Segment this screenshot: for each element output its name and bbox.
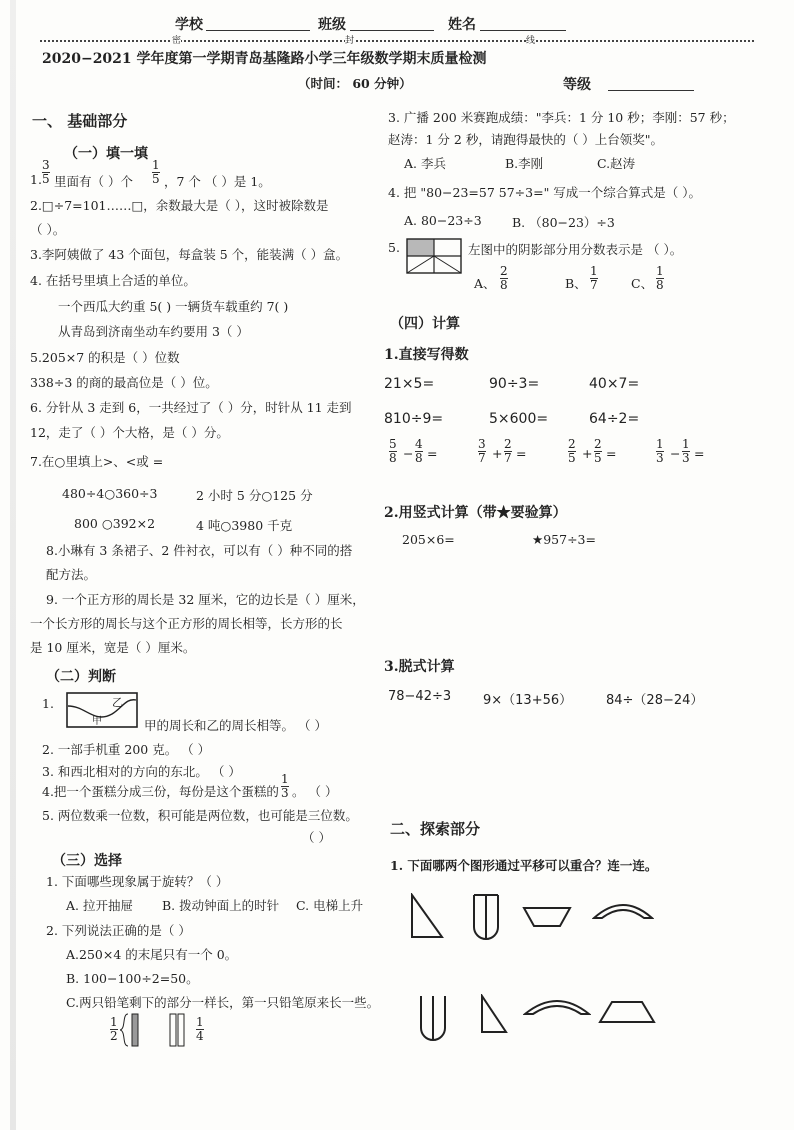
c1-option-a: A. 拉开抽屉 <box>66 898 133 913</box>
calc-frac3-b: 2 5 <box>594 437 602 465</box>
calc-frac4-eq: = <box>694 446 705 461</box>
c5-option-c: C、 <box>631 276 654 291</box>
trapezoid-shape-top[interactable] <box>522 906 572 928</box>
c3-option-c: C.赵涛 <box>597 156 636 171</box>
q9-line3: 是 10 厘米，宽是（ ）厘米。 <box>30 640 196 655</box>
calc-frac1-a: 5 8 <box>389 437 397 465</box>
trapezoid-shape-bottom[interactable] <box>598 1000 656 1024</box>
q8-line2: 配方法。 <box>46 567 97 582</box>
q1-fraction-3-5: 3 5 <box>42 158 50 186</box>
q8-line1: 8.小琳有 3 条裙子、2 件衬衣，可以有（ ）种不同的搭 <box>46 543 353 558</box>
section-choice-heading: （三）选择 <box>52 853 122 869</box>
vertical-calc-b: ★957÷3= <box>532 532 596 547</box>
arch-shape-bottom[interactable] <box>523 996 591 1018</box>
calc-frac2-a: 3 7 <box>478 437 486 465</box>
c5-number: 5. <box>388 240 400 255</box>
j5-paren: （ ） <box>302 830 331 845</box>
calc-row1-c: 40×7= <box>589 376 640 392</box>
explore-q1: 1. 下面哪两个图形通过平移可以重合？连一连。 <box>390 858 658 873</box>
section-fill-heading: （一）填一填 <box>64 146 148 162</box>
pencil-right-fraction: 1 4 <box>196 1015 204 1043</box>
c2-option-b: B. 100−100÷2=50。 <box>66 971 199 986</box>
q9-line2: 一个长方形的周长与这个正方形的周长相等，长方形的长 <box>30 616 343 631</box>
c4-option-a: A. 80−23÷3 <box>404 213 482 228</box>
j1-number: 1. <box>42 696 54 711</box>
c3-line2: 赵涛：1 分 2 秒，请跑得最快的（ ）上台领奖"。 <box>388 132 664 147</box>
c4-option-b: B. （80−23）÷3 <box>512 215 615 230</box>
c5-option-a: A、 <box>474 276 496 291</box>
c5-option-a-fraction: 2 8 <box>500 264 508 292</box>
c4: 4. 把 "80−23=57 57÷3=" 写成一个综合算式是（ ）。 <box>388 185 702 200</box>
q6-line2: 12，走了（ ）个大格，是（ ）分。 <box>30 425 229 440</box>
jia-label: 甲 <box>92 716 102 727</box>
j5: 5. 两位数乘一位数，积可能是两位数，也可能是三位数。 <box>42 808 358 823</box>
c2-option-a: A.250×4 的末尾只有一个 0。 <box>66 947 238 962</box>
q7: 7.在○里填上>、<或 = <box>30 454 164 469</box>
c2-option-c: C.两只铅笔剩下的部分一样长，第一只铅笔原来长一些。 <box>66 995 380 1010</box>
calc-frac3-eq: = <box>606 446 617 461</box>
q5-line1: 5.205×7 的积是（ ）位数 <box>30 350 180 365</box>
pencils-figure <box>120 1012 200 1048</box>
j4-paren: 。 （ ） <box>292 784 338 799</box>
c5-option-b: B、 <box>565 276 587 291</box>
calc-row1-b: 90÷3= <box>489 376 540 392</box>
calc-row2-a: 810÷9= <box>384 411 444 427</box>
c3-option-a: A. 李兵 <box>404 156 446 171</box>
grade-label: 等级 <box>563 77 591 93</box>
calc-frac2-b: 2 7 <box>504 437 512 465</box>
q1-text-a: 里面有（ ）个 <box>54 174 133 189</box>
seal-feng: 封 <box>345 33 354 46</box>
calc-frac4-op: − <box>670 446 681 461</box>
c3-line1: 3. 广播 200 米赛跑成绩："李兵：1 分 10 秒；李刚：57 秒； <box>388 110 735 125</box>
calc-frac1-b: 4 8 <box>415 437 423 465</box>
stepwise-calc-heading: 3.脱式计算 <box>384 659 455 675</box>
c1: 1. 下面哪些现象属于旋转？（ ） <box>46 874 229 889</box>
c1-option-b: B. 拨动钟面上的时针 <box>162 898 280 913</box>
c5-option-c-fraction: 1 8 <box>656 264 664 292</box>
exam-title: 2020−2021 学年度第一学期青岛基隆路小学三年级数学期末质量检测 <box>42 51 487 67</box>
seal-xian: 线 <box>526 33 535 46</box>
c5-text: 左图中的阴影部分用分数表示是 （ ）。 <box>468 242 683 257</box>
class-label: 班级 <box>318 17 346 33</box>
c2: 2. 下列说法正确的是（ ） <box>46 923 191 938</box>
calc-frac4-b: 1 3 <box>682 437 690 465</box>
c3-option-b: B.李刚 <box>505 156 544 171</box>
jia-yi-figure <box>66 692 138 728</box>
q1-text-b: ，7 个 （ ）是 1。 <box>164 174 271 189</box>
shaded-rectangle-figure <box>406 238 462 274</box>
calc-frac2-eq: = <box>516 446 527 461</box>
grade-field[interactable] <box>608 90 694 91</box>
j1-text: 甲的周长和乙的周长相等。 （ ） <box>144 718 327 733</box>
calc-frac1-op: − <box>403 446 414 461</box>
part1-heading: 一、 基础部分 <box>32 112 128 130</box>
q7-item-a: 480÷4○360÷3 <box>62 486 158 501</box>
q2-line2: （ ）。 <box>30 222 66 237</box>
q3: 3.李阿姨做了 43 个面包，每盒装 5 个，能装满（ ）盒。 <box>30 247 349 262</box>
j4-fraction: 1 3 <box>281 772 289 800</box>
j2: 2. 一部手机重 200 克。 （ ） <box>42 742 211 757</box>
q4: 4. 在括号里填上合适的单位。 <box>30 273 196 288</box>
class-field[interactable] <box>350 30 434 31</box>
seal-mi: 密 <box>172 33 181 46</box>
q4-line2: 从青岛到济南坐动车约要用 3（ ） <box>58 324 249 339</box>
q1-number: 1. <box>30 172 42 187</box>
direct-calc-heading: 1.直接写得数 <box>384 347 469 363</box>
q6-line1: 6. 分针从 3 走到 6，一共经过了（ ）分，时针从 11 走到 <box>30 400 352 415</box>
j3: 3. 和西北相对的方向的东北。 （ ） <box>42 764 241 779</box>
vertical-calc-heading: 2.用竖式计算（带★要验算） <box>384 505 567 521</box>
u-shape-bottom[interactable] <box>418 994 448 1042</box>
q9-line1: 9. 一个正方形的周长是 32 厘米，它的边长是（ ）厘米， <box>46 592 365 607</box>
calc-row1-a: 21×5= <box>384 376 435 392</box>
calc-row2-b: 5×600= <box>489 411 549 427</box>
calc-row2-c: 64÷2= <box>589 411 640 427</box>
vertical-calc-a: 205×6= <box>402 532 455 547</box>
u-shape-top[interactable] <box>471 893 501 941</box>
q4-line1: 一个西瓜大约重 5( ) 一辆货车载重约 7( ) <box>58 299 289 314</box>
school-label: 学校 <box>175 17 203 33</box>
q1-fraction-1-5: 1 5 <box>152 158 160 186</box>
pencil-left-fraction: 1 2 <box>110 1015 118 1043</box>
triangle-shape-top[interactable] <box>408 893 444 939</box>
exam-time: （时间： 60 分钟） <box>298 76 412 91</box>
q7-item-d: 4 吨○3980 千克 <box>196 518 293 533</box>
calc-frac4-a: 1 3 <box>656 437 664 465</box>
q2-line1: 2.□÷7=101……□，余数最大是（ ），这时被除数是 <box>30 198 329 213</box>
stepwise-calc-a: 78−42÷3 <box>388 689 452 704</box>
school-field[interactable] <box>206 30 310 31</box>
triangle-shape-bottom[interactable] <box>478 994 508 1034</box>
q5-line2: 338÷3 的商的最高位是（ ）位。 <box>30 375 218 390</box>
calc-frac3-op: + <box>582 446 593 461</box>
seal-line <box>40 40 754 42</box>
name-label: 姓名 <box>448 17 476 33</box>
name-field[interactable] <box>480 30 566 31</box>
section-judge-heading: （二）判断 <box>46 669 116 685</box>
q7-item-b: 2 小时 5 分○125 分 <box>196 488 313 503</box>
arch-shape-top[interactable] <box>592 900 654 922</box>
c5-option-b-fraction: 1 7 <box>590 264 598 292</box>
calc-frac1-eq: = <box>427 446 438 461</box>
stepwise-calc-b: 9×（13+56） <box>483 693 573 708</box>
stepwise-calc-c: 84÷（28−24） <box>606 693 704 708</box>
j4-text: 4.把一个蛋糕分成三份，每份是这个蛋糕的 <box>42 784 279 799</box>
section-calc-heading: （四）计算 <box>390 316 460 332</box>
scan-edge-shadow <box>10 0 16 1130</box>
calc-frac2-op: + <box>492 446 503 461</box>
q7-item-c: 800 ○392×2 <box>74 516 156 531</box>
calc-frac3-a: 2 5 <box>568 437 576 465</box>
part2-heading: 二、探索部分 <box>390 820 481 838</box>
yi-label: 乙 <box>112 696 123 709</box>
c1-option-c: C. 电梯上升 <box>296 898 364 913</box>
